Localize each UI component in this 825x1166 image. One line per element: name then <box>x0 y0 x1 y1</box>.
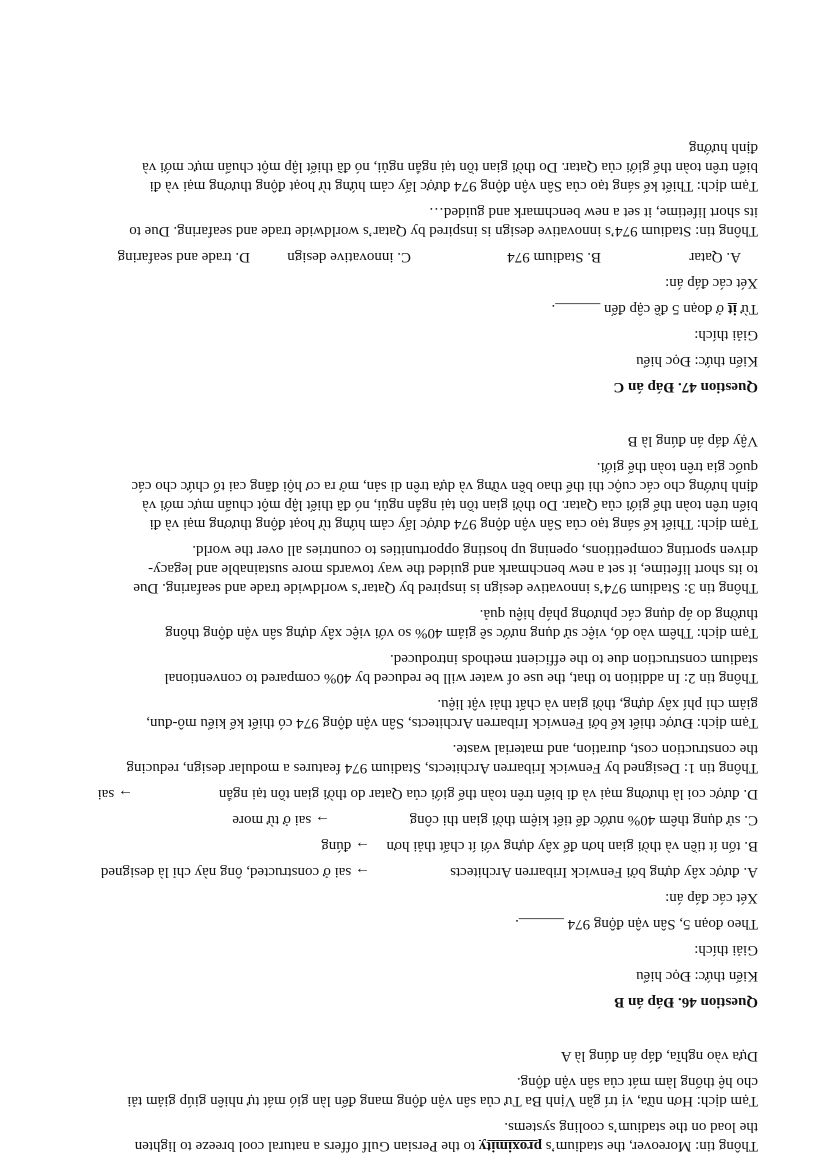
translation-line: cho hệ thống làm mát của sân vận động. <box>516 1074 758 1090</box>
option-a: A. Qatar <box>689 249 741 265</box>
translation-line: thường do áp dụng các phương pháp hiệu quả. <box>479 606 758 622</box>
translation-line: định hướng cho các cuộc thi thể thao bền vững và dựa trên di sản, mở ra cơ hội đăng cai tổ chức cho các <box>131 478 758 494</box>
info-line: Thông tin 3: Stadium 974’s innovative design is inspired by Qatar’s worldwide trade and seafaring. Due <box>133 580 758 596</box>
translation-line: Tạm dịch: Được thiết kế bởi Fenwick Iribarren Architects, Sân vận động 974 có thiết kế kiểu mô-đun, <box>146 715 758 731</box>
translation-line: biển trên toàn thế giới của Qatar. Do thời gian tồn tại ngắn ngủi, nó đã thiết lập một chuẩn mực mới và <box>142 159 758 175</box>
question-stem: Theo đoạn 5, Sân vận động 974 ______. <box>515 916 758 932</box>
knowledge-label: Kiến thức: Đọc hiểu <box>636 353 758 369</box>
info-suffix: to the Persian Gulf offers a natural cool breeze to lighten <box>134 1138 479 1154</box>
stem-prefix: Từ <box>736 301 758 317</box>
knowledge-label: Kiến thức: Đọc hiểu <box>636 968 758 984</box>
info-line <box>135 1137 758 1155</box>
option-a: A. được xây dựng bởi Fenwick Iribarren Architects <box>450 864 758 880</box>
translation-line: Tạm dịch: Thêm vào đó, việc sử dụng nước sẽ giảm 40% so với việc xây dựng sân vận động thông <box>165 625 758 641</box>
info-line: Thông tin 2: In addition to that, the use of water will be reduced by 40% compared to conventional <box>164 670 758 686</box>
option-c: C. innovative design <box>287 249 411 265</box>
option-d: D. trade and seafaring <box>117 249 250 265</box>
translation-line: Tạm dịch: Hơn nữa, vị trí gần Vịnh Ba Tư của sân vận động mang đến làn gió mát tự nhiên giúp giảm tải <box>127 1093 758 1109</box>
option-d-verdict: → sai <box>97 786 133 802</box>
translation-line: Tạm dịch: Thiết kế sáng tạo của Sân vận động 974 được lấy cảm hứng từ hoạt động thương mại và đi <box>149 516 758 532</box>
option-d: D. được coi là thương mại và đi biển trên toàn thế giới của Qatar do thời gian tồn tại ngắn <box>218 786 758 802</box>
question-heading: Question 47. Đáp án C <box>613 379 758 395</box>
translation-line: biển trên toàn thế giới của Qatar. Do thời gian tồn tại ngắn ngủi, nó đã thiết lập một chuẩn mực mới và <box>142 497 758 513</box>
info-line: driven sporting competitions, opening up hosting opportunities to countries all over the world. <box>192 542 758 558</box>
options-label: Xét các đáp án: <box>665 890 758 906</box>
explanation-label: Giải thích: <box>694 327 758 343</box>
info-line: Thông tin 1: Designed by Fenwick Iribarren Architects, Stadium 974 features a modular design, reducing <box>126 760 758 776</box>
explanation-label: Giải thích: <box>694 942 758 958</box>
translation-line: định hướng <box>689 140 758 156</box>
stem-suffix: ở đoạn 5 đề cập đến ______. <box>551 301 728 317</box>
translation-line: Tạm dịch: Thiết kế sáng tạo của Sân vận động 974 được lấy cảm hứng từ hoạt động thương mại và đi <box>149 178 758 194</box>
info-prefix: Thông tin: Moreover, the stadium’s <box>541 1138 758 1154</box>
info-line: to its short lifetime, it set a new benchmark and guided the way towards more sustainable and legacy- <box>148 561 758 577</box>
conclusion: Dựa vào nghĩa, đáp án đúng là A <box>560 1048 758 1064</box>
question-stem <box>552 300 758 318</box>
info-line: the construction cost, duration, and material waste. <box>452 741 758 757</box>
keyword-proximity: proximity <box>478 1138 542 1154</box>
option-b: B. Stadium 974 <box>507 249 601 265</box>
option-b-verdict: → đúng <box>321 838 370 854</box>
options-label: Xét các đáp án: <box>665 275 758 291</box>
info-line: the load on the stadium’s cooling systems. <box>504 1119 758 1135</box>
translation-line: giảm chi phí xây dựng, thời gian và chất thải vật liệu. <box>437 696 758 712</box>
conclusion: Vậy đáp án đúng là B <box>627 433 758 449</box>
option-a-verdict: → sai ở constructed, ông này chỉ là designed <box>100 864 370 880</box>
option-c-verdict: → sai ở từ more <box>232 812 330 828</box>
option-b: B. tốn ít tiền và thời gian hơn để xây dựng với ít chất thải hơn <box>386 838 758 854</box>
option-c: C. sử dụng thêm 40% nước để tiết kiệm thời gian thi công <box>409 812 758 828</box>
info-line: stadium construction due to the efficient methods introduced. <box>390 651 758 667</box>
info-line: Thông tin: Stadium 974’s innovative design is inspired by Qatar’s worldwide trade and seafaring. Due to <box>129 223 758 239</box>
keyword-it: it <box>727 301 737 317</box>
info-line: its short lifetime, it set a new benchmark and guided… <box>428 204 758 220</box>
translation-line: quốc gia trên toàn thế giới. <box>596 459 758 475</box>
question-heading: Question 46. Đáp án B <box>614 994 758 1010</box>
